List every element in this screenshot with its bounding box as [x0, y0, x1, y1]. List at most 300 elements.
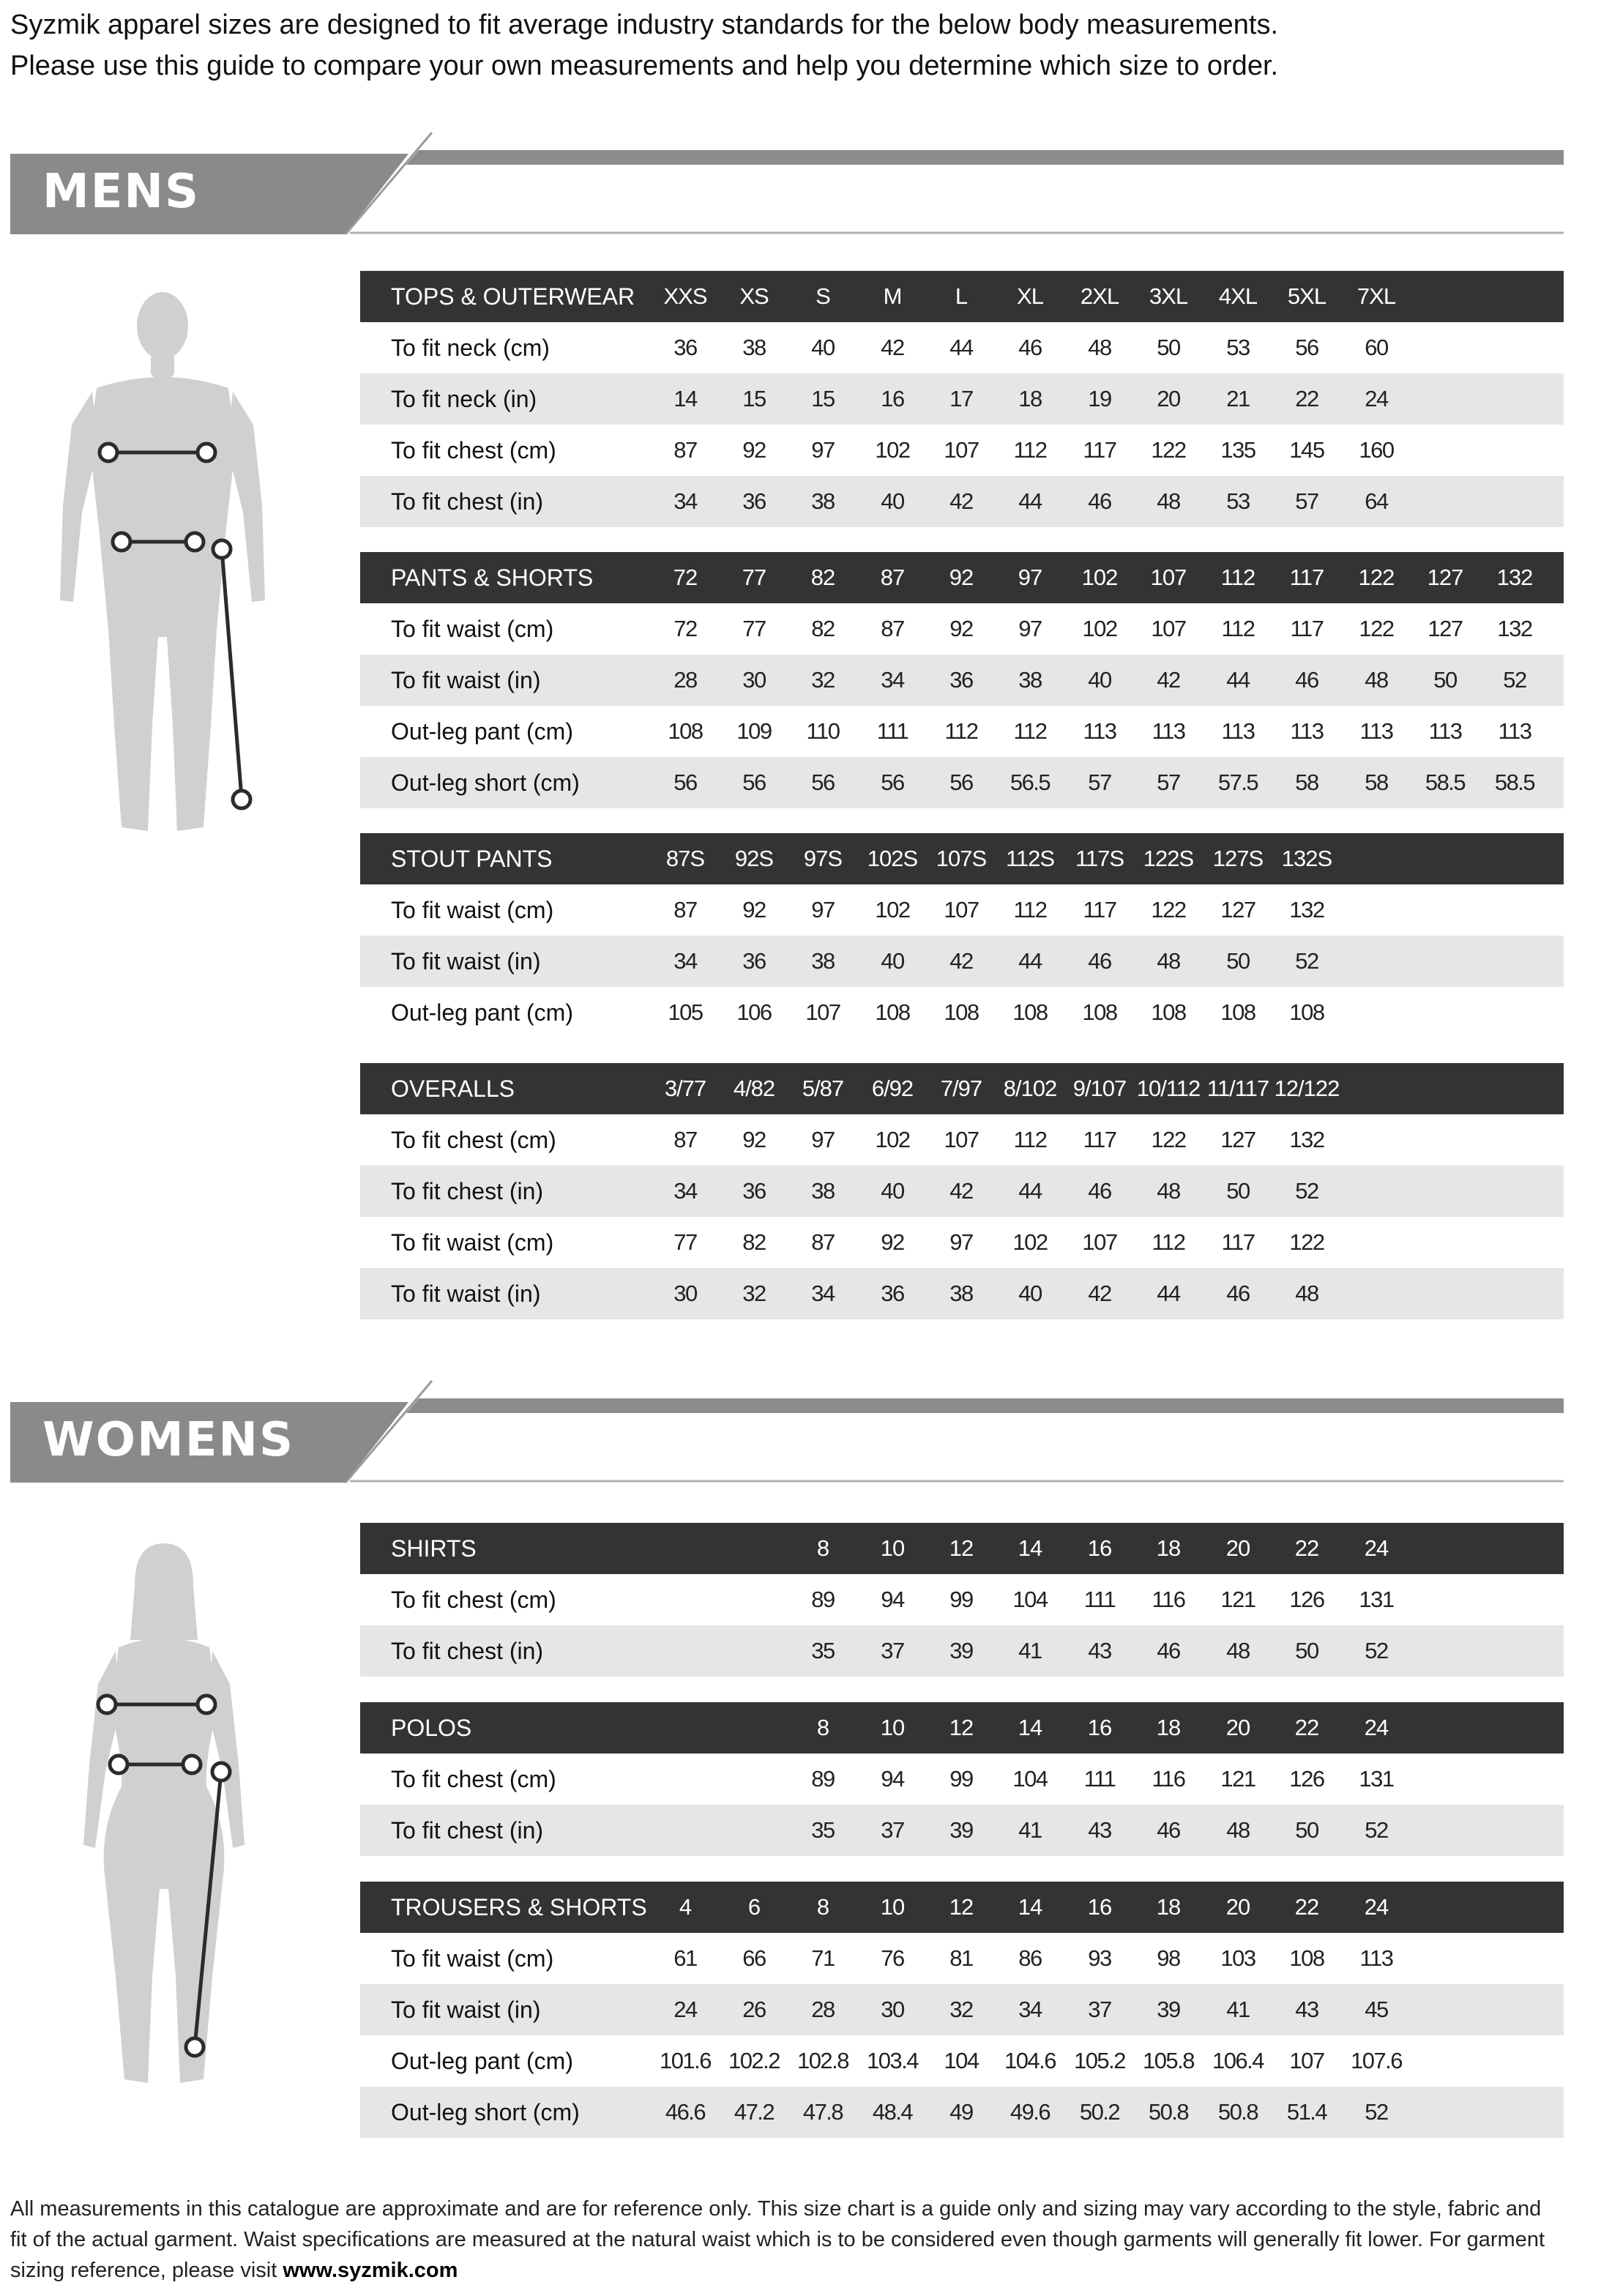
- size-header: 8: [816, 1894, 829, 1920]
- table-cell: 42: [1157, 667, 1180, 693]
- footer-line-2: fit of the actual garment. Waist specifications are measured at the natural waist which is to be considered even though garments will generally fit lower. For garment: [10, 2228, 1545, 2251]
- table-cell: 110: [806, 718, 840, 744]
- table-cell: 60: [1365, 335, 1388, 360]
- size-header: 12/122: [1274, 1076, 1340, 1101]
- row-label: To fit waist (cm): [391, 616, 554, 642]
- table-cell: 109: [736, 718, 772, 744]
- size-header: 3XL: [1149, 283, 1188, 309]
- table-cell: 131: [1359, 1587, 1394, 1612]
- table-cell: 108: [1289, 1945, 1324, 1971]
- table-cell: 92: [742, 437, 766, 463]
- row-label: To fit neck (in): [391, 386, 537, 412]
- size-header: 87S: [665, 846, 705, 871]
- table-cell: 49.6: [1010, 2099, 1050, 2125]
- table-cell: 40: [881, 1178, 904, 1204]
- size-header: 97S: [803, 846, 843, 871]
- table-cell: 34: [673, 1178, 697, 1204]
- row-label: To fit chest (cm): [391, 1127, 556, 1153]
- size-header: 4: [679, 1894, 692, 1920]
- size-header: 4XL: [1218, 283, 1258, 309]
- table-cell: 112: [1013, 897, 1047, 922]
- size-header: 12: [949, 1535, 974, 1561]
- table-header-row: [360, 1063, 1564, 1114]
- table-cell: 112: [1013, 718, 1047, 744]
- size-header: 8/102: [1003, 1076, 1057, 1101]
- table-shirts: [360, 1523, 1564, 1677]
- table-cell: 50: [1157, 335, 1180, 360]
- table-cell: 117: [1083, 437, 1116, 463]
- table-row: [360, 1574, 1564, 1625]
- size-header: 92: [949, 564, 974, 590]
- table-row: [360, 1984, 1564, 2035]
- table-cell: 42: [949, 1178, 973, 1204]
- row-label: To fit waist (in): [391, 1281, 541, 1307]
- table-cell: 103: [1220, 1945, 1255, 1971]
- table-row: [360, 1753, 1564, 1805]
- table-row: [360, 425, 1564, 476]
- table-cell: 56: [673, 769, 697, 795]
- table-overalls: [360, 1063, 1564, 1319]
- size-header: XXS: [663, 283, 707, 309]
- table-cell: 49: [949, 2099, 973, 2125]
- table-row: [360, 1625, 1564, 1677]
- table-cell: 41: [1018, 1638, 1042, 1663]
- row-label: To fit waist (in): [391, 667, 541, 693]
- row-label: To fit waist (in): [391, 1997, 541, 2023]
- size-header: 92S: [734, 846, 774, 871]
- size-header: 97: [1018, 564, 1042, 590]
- table-cell: 87: [811, 1229, 835, 1255]
- table-row: [360, 655, 1564, 706]
- table-cell: 92: [881, 1229, 904, 1255]
- table-cell: 113: [1498, 718, 1531, 744]
- size-header: 6: [747, 1894, 761, 1920]
- table-cell: 43: [1295, 1997, 1318, 2022]
- mens-title: MENS: [42, 165, 201, 219]
- table-cell: 116: [1152, 1587, 1185, 1612]
- table-cell: 82: [742, 1229, 766, 1255]
- size-header: 6/92: [871, 1076, 914, 1101]
- table-cell: 98: [1157, 1945, 1180, 1971]
- table-cell: 20: [1157, 386, 1180, 411]
- footer-line-3: [10, 2255, 1591, 2286]
- size-header: 127S: [1212, 846, 1264, 871]
- table-cell: 34: [811, 1281, 835, 1306]
- womens-title: WOMENS: [42, 1413, 295, 1467]
- table-cell: 126: [1289, 1766, 1324, 1792]
- table-cell: 97: [811, 1127, 835, 1152]
- table-cell: 53: [1226, 488, 1250, 514]
- table-cell: 89: [811, 1766, 835, 1792]
- table-cell: 46.6: [665, 2099, 706, 2125]
- size-header: 7/97: [940, 1076, 982, 1101]
- table-cell: 46: [1088, 488, 1111, 514]
- table-cell: 50: [1295, 1817, 1318, 1843]
- size-header: 10: [880, 1715, 905, 1740]
- table-cell: 107: [1151, 616, 1186, 641]
- table-tops-outerwear: [360, 271, 1564, 527]
- table-cell: 107: [1082, 1229, 1117, 1255]
- table-cell: 37: [1088, 1997, 1111, 2022]
- table-cell: 24: [673, 1997, 697, 2022]
- table-cell: 58: [1295, 769, 1318, 795]
- table-cell: 40: [881, 948, 904, 974]
- table-row: [360, 1114, 1564, 1166]
- table-cell: 48: [1088, 335, 1111, 360]
- table-cell: 37: [881, 1638, 904, 1663]
- table-cell: 106.4: [1212, 2048, 1264, 2073]
- website-link[interactable]: www.syzmik.com: [283, 2259, 458, 2282]
- table-cell: 51.4: [1286, 2099, 1327, 2125]
- row-label: To fit waist (cm): [391, 1945, 554, 1972]
- table-cell: 127: [1220, 1127, 1255, 1152]
- table-row: [360, 884, 1564, 936]
- table-header-label: OVERALLS: [391, 1076, 515, 1102]
- size-header: 20: [1225, 1894, 1250, 1920]
- size-header: 107: [1150, 564, 1187, 590]
- table-row: [360, 706, 1564, 757]
- table-cell: 113: [1428, 718, 1462, 744]
- table-cell: 46: [1088, 948, 1111, 974]
- table-cell: 72: [673, 616, 697, 641]
- table-cell: 122: [1289, 1229, 1324, 1255]
- table-header-label: TOPS & OUTERWEAR: [391, 283, 635, 310]
- table-cell: 14: [673, 386, 697, 411]
- table-cell: 50: [1226, 1178, 1250, 1204]
- table-cell: 87: [673, 897, 697, 922]
- table-cell: 46: [1295, 667, 1318, 693]
- table-row: [360, 476, 1564, 527]
- row-label: To fit chest (cm): [391, 1587, 556, 1613]
- male-body-figure-icon: [44, 286, 286, 845]
- table-cell: 34: [673, 488, 697, 514]
- table-header-label: STOUT PANTS: [391, 846, 553, 872]
- table-cell: 106: [736, 999, 772, 1025]
- table-cell: 99: [949, 1587, 973, 1612]
- table-cell: 35: [811, 1817, 835, 1843]
- table-cell: 57.5: [1217, 769, 1258, 795]
- table-cell: 28: [811, 1997, 835, 2022]
- table-cell: 47.8: [802, 2099, 843, 2125]
- table-cell: 112: [1152, 1229, 1185, 1255]
- row-label: To fit chest (in): [391, 1638, 544, 1664]
- table-cell: 92: [742, 1127, 766, 1152]
- table-cell: 102: [875, 437, 910, 463]
- table-header-label: SHIRTS: [391, 1535, 477, 1562]
- table-cell: 97: [949, 1229, 973, 1255]
- table-cell: 34: [881, 667, 904, 693]
- table-cell: 44: [949, 335, 973, 360]
- row-label: To fit waist (in): [391, 948, 541, 974]
- table-cell: 97: [811, 897, 835, 922]
- size-header: XS: [739, 283, 769, 309]
- table-cell: 38: [742, 335, 766, 360]
- table-cell: 56: [742, 769, 766, 795]
- size-header: 8: [816, 1535, 829, 1561]
- table-cell: 52: [1365, 1638, 1388, 1663]
- table-cell: 40: [1088, 667, 1111, 693]
- table-cell: 50: [1433, 667, 1457, 693]
- size-header: 2XL: [1080, 283, 1119, 309]
- size-header: 10: [880, 1894, 905, 1920]
- table-row: [360, 1805, 1564, 1856]
- size-header: 5XL: [1287, 283, 1326, 309]
- size-header: 24: [1364, 1535, 1389, 1561]
- mens-banner: [0, 128, 1601, 260]
- size-header: 132S: [1281, 846, 1332, 871]
- table-cell: 44: [1226, 667, 1250, 693]
- table-cell: 87: [673, 437, 697, 463]
- table-cell: 77: [742, 616, 766, 641]
- table-cell: 36: [742, 488, 766, 514]
- table-cell: 56.5: [1010, 769, 1050, 795]
- table-cell: 38: [811, 488, 835, 514]
- table-cell: 108: [1151, 999, 1186, 1025]
- table-cell: 21: [1226, 386, 1250, 411]
- table-cell: 48: [1157, 488, 1180, 514]
- table-cell: 48: [1295, 1281, 1318, 1306]
- table-cell: 111: [876, 718, 908, 744]
- size-header: 72: [673, 564, 698, 590]
- table-cell: 34: [1018, 1997, 1042, 2022]
- table-cell: 64: [1365, 488, 1388, 514]
- table-cell: 30: [881, 1997, 904, 2022]
- table-cell: 108: [1082, 999, 1117, 1025]
- table-cell: 76: [881, 1945, 904, 1971]
- size-header: 18: [1156, 1894, 1181, 1920]
- table-cell: 48: [1365, 667, 1388, 693]
- size-header: 102S: [867, 846, 918, 871]
- table-header-row: [360, 1702, 1564, 1753]
- table-cell: 38: [811, 1178, 835, 1204]
- table-cell: 30: [673, 1281, 697, 1306]
- table-cell: 92: [949, 616, 973, 641]
- table-row: [360, 1933, 1564, 1984]
- table-cell: 36: [881, 1281, 904, 1306]
- table-cell: 44: [1018, 488, 1042, 514]
- table-cell: 112: [1013, 1127, 1047, 1152]
- table-cell: 121: [1220, 1766, 1255, 1792]
- row-label: To fit chest (in): [391, 1817, 544, 1844]
- table-cell: 108: [1012, 999, 1048, 1025]
- table-cell: 77: [673, 1229, 697, 1255]
- footer-disclaimer: [10, 2194, 1591, 2286]
- size-header: XL: [1017, 283, 1043, 309]
- table-cell: 58: [1365, 769, 1388, 795]
- table-cell: 81: [949, 1945, 973, 1971]
- table-cell: 113: [1221, 718, 1255, 744]
- table-cell: 145: [1289, 437, 1324, 463]
- table-cell: 111: [1083, 1766, 1116, 1792]
- table-cell: 89: [811, 1587, 835, 1612]
- table-cell: 57: [1088, 769, 1111, 795]
- table-header-row: [360, 1523, 1564, 1574]
- table-cell: 113: [1083, 718, 1116, 744]
- table-cell: 66: [742, 1945, 766, 1971]
- size-header: 122S: [1143, 846, 1194, 871]
- table-cell: 42: [949, 488, 973, 514]
- table-cell: 61: [673, 1945, 697, 1971]
- size-header: 12: [949, 1715, 974, 1740]
- size-header: 10/112: [1136, 1076, 1201, 1101]
- table-header-label: PANTS & SHORTS: [391, 564, 594, 591]
- table-row: [360, 1166, 1564, 1217]
- table-row: [360, 936, 1564, 987]
- table-cell: 122: [1151, 437, 1186, 463]
- table-cell: 93: [1088, 1945, 1111, 1971]
- table-cell: 132: [1289, 897, 1324, 922]
- intro-text: [10, 4, 1591, 86]
- size-header: 117S: [1075, 846, 1124, 871]
- table-cell: 46: [1018, 335, 1042, 360]
- table-row: [360, 2087, 1564, 2138]
- table-cell: 56: [949, 769, 973, 795]
- table-cell: 24: [1365, 386, 1388, 411]
- table-cell: 87: [673, 1127, 697, 1152]
- table-pants-shorts: [360, 552, 1564, 808]
- table-cell: 38: [811, 948, 835, 974]
- table-cell: 41: [1226, 1997, 1250, 2022]
- table-cell: 108: [1220, 999, 1255, 1025]
- table-cell: 126: [1289, 1587, 1324, 1612]
- table-cell: 48: [1226, 1638, 1250, 1663]
- size-header: 14: [1018, 1715, 1042, 1740]
- table-cell: 38: [949, 1281, 973, 1306]
- table-cell: 108: [875, 999, 910, 1025]
- table-cell: 116: [1152, 1766, 1185, 1792]
- table-cell: 127: [1220, 897, 1255, 922]
- table-cell: 113: [1152, 718, 1185, 744]
- size-header: 22: [1294, 1894, 1319, 1920]
- table-cell: 16: [881, 386, 904, 411]
- size-header: 20: [1225, 1535, 1250, 1561]
- table-cell: 32: [949, 1997, 973, 2022]
- table-cell: 117: [1221, 1229, 1255, 1255]
- table-cell: 102: [1012, 1229, 1048, 1255]
- table-cell: 105: [668, 999, 703, 1025]
- table-cell: 113: [1359, 1945, 1393, 1971]
- row-label: To fit chest (cm): [391, 437, 556, 463]
- table-cell: 36: [742, 948, 766, 974]
- row-label: To fit chest (in): [391, 1178, 544, 1204]
- table-cell: 41: [1018, 1817, 1042, 1843]
- table-cell: 113: [1359, 718, 1393, 744]
- table-cell: 48: [1226, 1817, 1250, 1843]
- size-header: 18: [1156, 1535, 1181, 1561]
- table-cell: 94: [881, 1766, 904, 1792]
- size-header: 87: [880, 564, 905, 590]
- table-cell: 48: [1157, 1178, 1180, 1204]
- table-cell: 107: [944, 897, 979, 922]
- table-cell: 71: [811, 1945, 835, 1971]
- table-cell: 101.6: [659, 2048, 712, 2073]
- table-cell: 117: [1083, 897, 1116, 922]
- table-cell: 30: [742, 667, 766, 693]
- row-label: Out-leg pant (cm): [391, 2048, 573, 2074]
- row-label: Out-leg pant (cm): [391, 718, 573, 745]
- size-header: 122: [1358, 564, 1395, 590]
- table-cell: 102: [875, 897, 910, 922]
- table-row: [360, 322, 1564, 373]
- table-cell: 102: [1082, 616, 1117, 641]
- table-cell: 43: [1088, 1817, 1111, 1843]
- table-cell: 102: [875, 1127, 910, 1152]
- row-label: To fit waist (cm): [391, 1229, 554, 1256]
- table-cell: 82: [811, 616, 835, 641]
- table-cell: 40: [881, 488, 904, 514]
- table-cell: 103.4: [866, 2048, 919, 2073]
- table-cell: 104: [1012, 1587, 1048, 1612]
- table-cell: 50.8: [1217, 2099, 1258, 2125]
- table-cell: 113: [1290, 718, 1324, 744]
- size-header: 77: [742, 564, 766, 590]
- table-row: [360, 603, 1564, 655]
- table-cell: 53: [1226, 335, 1250, 360]
- intro-line-1: Syzmik apparel sizes are designed to fit average industry standards for the below body measurements.: [10, 10, 1279, 40]
- size-header: 127: [1427, 564, 1463, 590]
- table-cell: 107: [944, 437, 979, 463]
- table-cell: 32: [742, 1281, 766, 1306]
- table-header-label: TROUSERS & SHORTS: [391, 1894, 647, 1920]
- table-cell: 117: [1083, 1127, 1116, 1152]
- table-cell: 132: [1497, 616, 1532, 641]
- table-row: [360, 373, 1564, 425]
- table-cell: 40: [811, 335, 835, 360]
- table-cell: 112: [1221, 616, 1255, 641]
- size-header: 132: [1496, 564, 1533, 590]
- row-label: Out-leg short (cm): [391, 2099, 580, 2125]
- table-cell: 44: [1018, 1178, 1042, 1204]
- table-cell: 45: [1365, 1997, 1388, 2022]
- table-row: [360, 757, 1564, 808]
- table-cell: 127: [1428, 616, 1463, 641]
- table-cell: 42: [1088, 1281, 1111, 1306]
- size-header: 24: [1364, 1715, 1389, 1740]
- table-cell: 104: [1012, 1766, 1048, 1792]
- table-cell: 58.5: [1494, 769, 1535, 795]
- table-cell: 56: [881, 769, 904, 795]
- table-header-row: [360, 271, 1564, 322]
- table-cell: 86: [1018, 1945, 1042, 1971]
- size-header: 112S: [1005, 846, 1055, 871]
- size-header: 8: [816, 1715, 829, 1740]
- table-polos: [360, 1702, 1564, 1856]
- size-header: 12: [949, 1894, 974, 1920]
- table-cell: 52: [1365, 1817, 1388, 1843]
- table-cell: 52: [1295, 948, 1318, 974]
- table-cell: 111: [1083, 1587, 1116, 1612]
- table-cell: 19: [1088, 386, 1111, 411]
- table-cell: 52: [1365, 2099, 1388, 2125]
- table-cell: 50.8: [1148, 2099, 1189, 2125]
- size-header: S: [816, 283, 830, 309]
- table-trousers-shorts: [360, 1882, 1564, 2138]
- table-cell: 94: [881, 1587, 904, 1612]
- table-cell: 48.4: [872, 2099, 913, 2125]
- table-cell: 42: [949, 948, 973, 974]
- table-header-label: POLOS: [391, 1715, 472, 1741]
- table-cell: 108: [1289, 999, 1324, 1025]
- table-cell: 99: [949, 1766, 973, 1792]
- size-header: 22: [1294, 1535, 1319, 1561]
- table-cell: 39: [1157, 1997, 1180, 2022]
- table-cell: 42: [881, 335, 904, 360]
- table-cell: 97: [811, 437, 835, 463]
- table-cell: 48: [1157, 948, 1180, 974]
- table-cell: 57: [1157, 769, 1180, 795]
- table-cell: 87: [881, 616, 904, 641]
- table-cell: 50: [1226, 948, 1250, 974]
